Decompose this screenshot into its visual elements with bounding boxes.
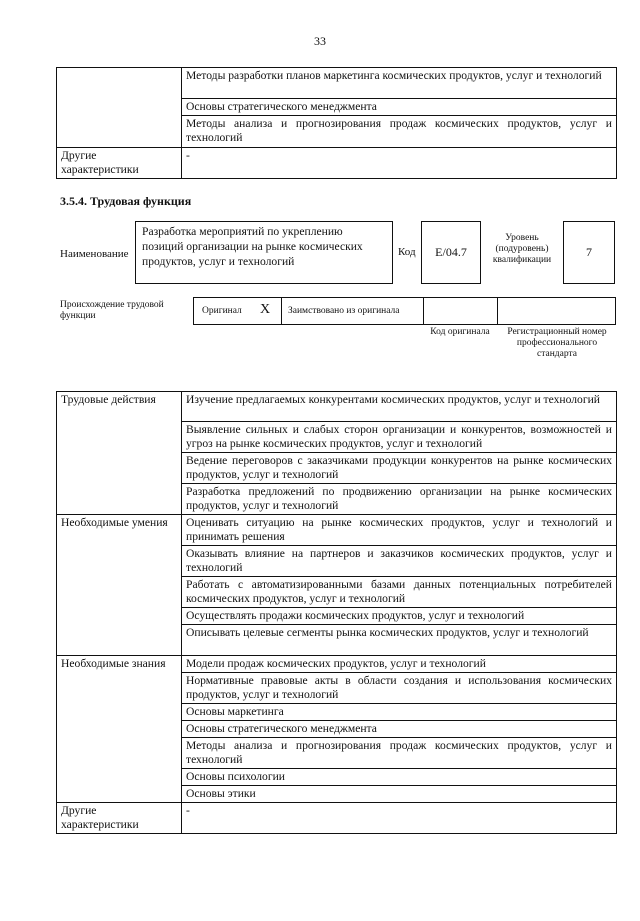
row-label: Необходимые умения [57, 515, 182, 656]
table-cell: Изучение предлагаемых конкурентами космических продуктов, услуг и технологий [182, 392, 617, 422]
table-cell: Основы психологии [182, 769, 617, 786]
level-value: 7 [586, 245, 592, 259]
table-cell: Оценивать ситуацию на рынке космических продуктов, услуг и технологий и принимать решения [182, 515, 617, 546]
table-cell: Основы этики [182, 786, 617, 803]
main-table [56, 391, 617, 834]
code-value: E/04.7 [435, 245, 467, 259]
page-number: 33 [314, 34, 326, 48]
row-label: Необходимые знания [57, 656, 182, 803]
borrowed-label: Заимствовано из оригинала [288, 306, 400, 316]
table-cell: Выявление сильных и слабых сторон организации и конкурентов, возможностей и угроз на рынке космических продуктов, услуг и технологий [182, 422, 617, 453]
level-box [563, 221, 615, 284]
section-title: 3.5.4. Трудовая функция [60, 194, 192, 208]
table-cell: Методы анализа и прогнозирования продаж космических продуктов, услуг и технологий [182, 116, 617, 148]
level-label: Уровень (подуровень) квалификации [492, 233, 552, 265]
table-cell: Осуществлять продажи космических продуктов, услуг и технологий [182, 608, 617, 625]
name-label: Наименование [60, 248, 129, 260]
row-label: Другие характеристики [57, 148, 182, 179]
table-cell: Нормативные правовые акты в области создания и использования космических продуктов, услуг и технологий [182, 673, 617, 704]
table-cell: Основы стратегического менеджмента [182, 721, 617, 738]
table-cell: - [182, 803, 617, 834]
name-value: Разработка мероприятий по укреплению позиций организации на рынке космических продуктов, услуг и технологий [142, 225, 363, 268]
original-code-caption: Код оригинала [430, 327, 490, 337]
row-label: Другие характеристики [57, 803, 182, 834]
table-cell: Основы стратегического менеджмента [182, 99, 617, 116]
original-label: Оригинал [202, 306, 242, 316]
code-box [421, 221, 481, 284]
original-mark: X [260, 302, 271, 317]
origin-row [193, 297, 616, 325]
divider [497, 298, 498, 324]
code-label: Код [398, 246, 416, 258]
table-cell: Работать с автоматизированными базами данных потенциальных потребителей космических продуктов, услуг и технологий [182, 577, 617, 608]
top-table [56, 67, 617, 179]
registration-caption: Регистрационный номер профессионального стандарта [507, 327, 607, 359]
table-cell: - [182, 148, 617, 179]
table-cell: Методы разработки планов маркетинга космических продуктов, услуг и технологий [182, 68, 617, 99]
table-cell: Ведение переговоров с заказчиками продукции конкурентов на рынке космических продуктов, услуг и технологий [182, 453, 617, 484]
divider [281, 298, 282, 324]
origin-label: Происхождение трудовой функции [60, 300, 164, 321]
divider [423, 298, 424, 324]
table-cell: Разработка предложений по продвижению организации на рынке космических продуктов, услуг и технологий [182, 484, 617, 515]
row-label: Трудовые действия [57, 392, 182, 515]
name-box [135, 221, 393, 284]
table-cell: Описывать целевые сегменты рынка космических продуктов, услуг и технологий [182, 625, 617, 656]
table-cell: Оказывать влияние на партнеров и заказчиков космических продуктов, услуг и технологий [182, 546, 617, 577]
row-label [57, 68, 182, 148]
table-cell: Модели продаж космических продуктов, услуг и технологий [182, 656, 617, 673]
table-cell: Основы маркетинга [182, 704, 617, 721]
table-cell: Методы анализа и прогнозирования продаж космических продуктов, услуг и технологий [182, 738, 617, 769]
